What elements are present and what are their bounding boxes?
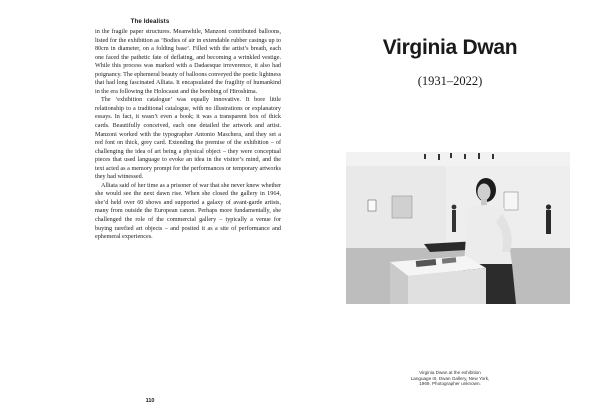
paragraph: in the fragile paper structures. Meanwhile, Manzoni contributed balloons, listed for the exhibition as ‘Bodies of air in extendable rubber casings up to 80cm in diameter, on a folding base’. Filled with the artist’s breath, each one faced the pathetic fate of deflating, and becoming a wrinkled vestige. While this process was marked with a Dadaesque irreverence, it also had poignancy. The ephemeral beauty of balloons conveyed the poetic lightness that had long fascinated Alliata. It encapsulated the fragility of humankind in the era following the Holocaust and the bombing of Hiroshima. — [95, 29, 281, 95]
gallery-photograph — [346, 152, 570, 304]
chapter-title: Virginia Dwan — [382, 36, 518, 59]
paragraph: Alliata said of her time as a prisoner of war that she never knew whether she would see the next dawn rise. When she closed the gallery in 1964, she’d held over 60 shows and supported a galaxy of avant-garde artists, many from outside the European canon. Perhaps more fundamentally, she challenged the role of the commercial gallery – typically a venue for buying rarefied art objects – and posited it as a site of performance and ephemeral experiences. — [95, 182, 281, 241]
visitor-figure — [546, 210, 551, 234]
life-dates: (1931–2022) — [417, 74, 483, 88]
ceiling — [346, 152, 570, 166]
wall-artwork — [504, 192, 518, 210]
running-head: The Idealists — [130, 18, 170, 25]
caption-line: Language III, Dwan Gallery, New York, — [410, 375, 490, 381]
visitor-figure — [452, 210, 456, 232]
body-text — [95, 28, 281, 242]
photo-caption — [300, 370, 600, 387]
paragraph: The ‘exhibition catalogue’ was equally innovative. It bore little relationship to a traditional catalogue, with no illustrations or explanatory essays. In fact, it wasn’t even a book; it was a transparent box of thick cards. Beautifully conceived, each one detailed the artwork and artist. Manzoni worked with the typographer Antonio Maschera, and they set a red font on thick, grey card. Extending the premise of the exhibition – of challenging the idea of art being a physical object – they were conceptual pieces that used language to evoke an idea in the visitor’s mind, and the text acted as a memory prompt for the performances or temporary artworks they had witnessed. — [95, 97, 281, 181]
wall-artwork — [368, 200, 376, 211]
photo-illustration — [346, 152, 570, 304]
page-number: 110 — [145, 398, 155, 404]
caption-line: 1969. Photographer unknown. — [419, 381, 481, 387]
caption-line: Virginia Dwan at the exhibition — [419, 370, 481, 375]
right-page — [300, 0, 600, 419]
face — [478, 184, 491, 201]
wall-artwork — [392, 196, 412, 218]
